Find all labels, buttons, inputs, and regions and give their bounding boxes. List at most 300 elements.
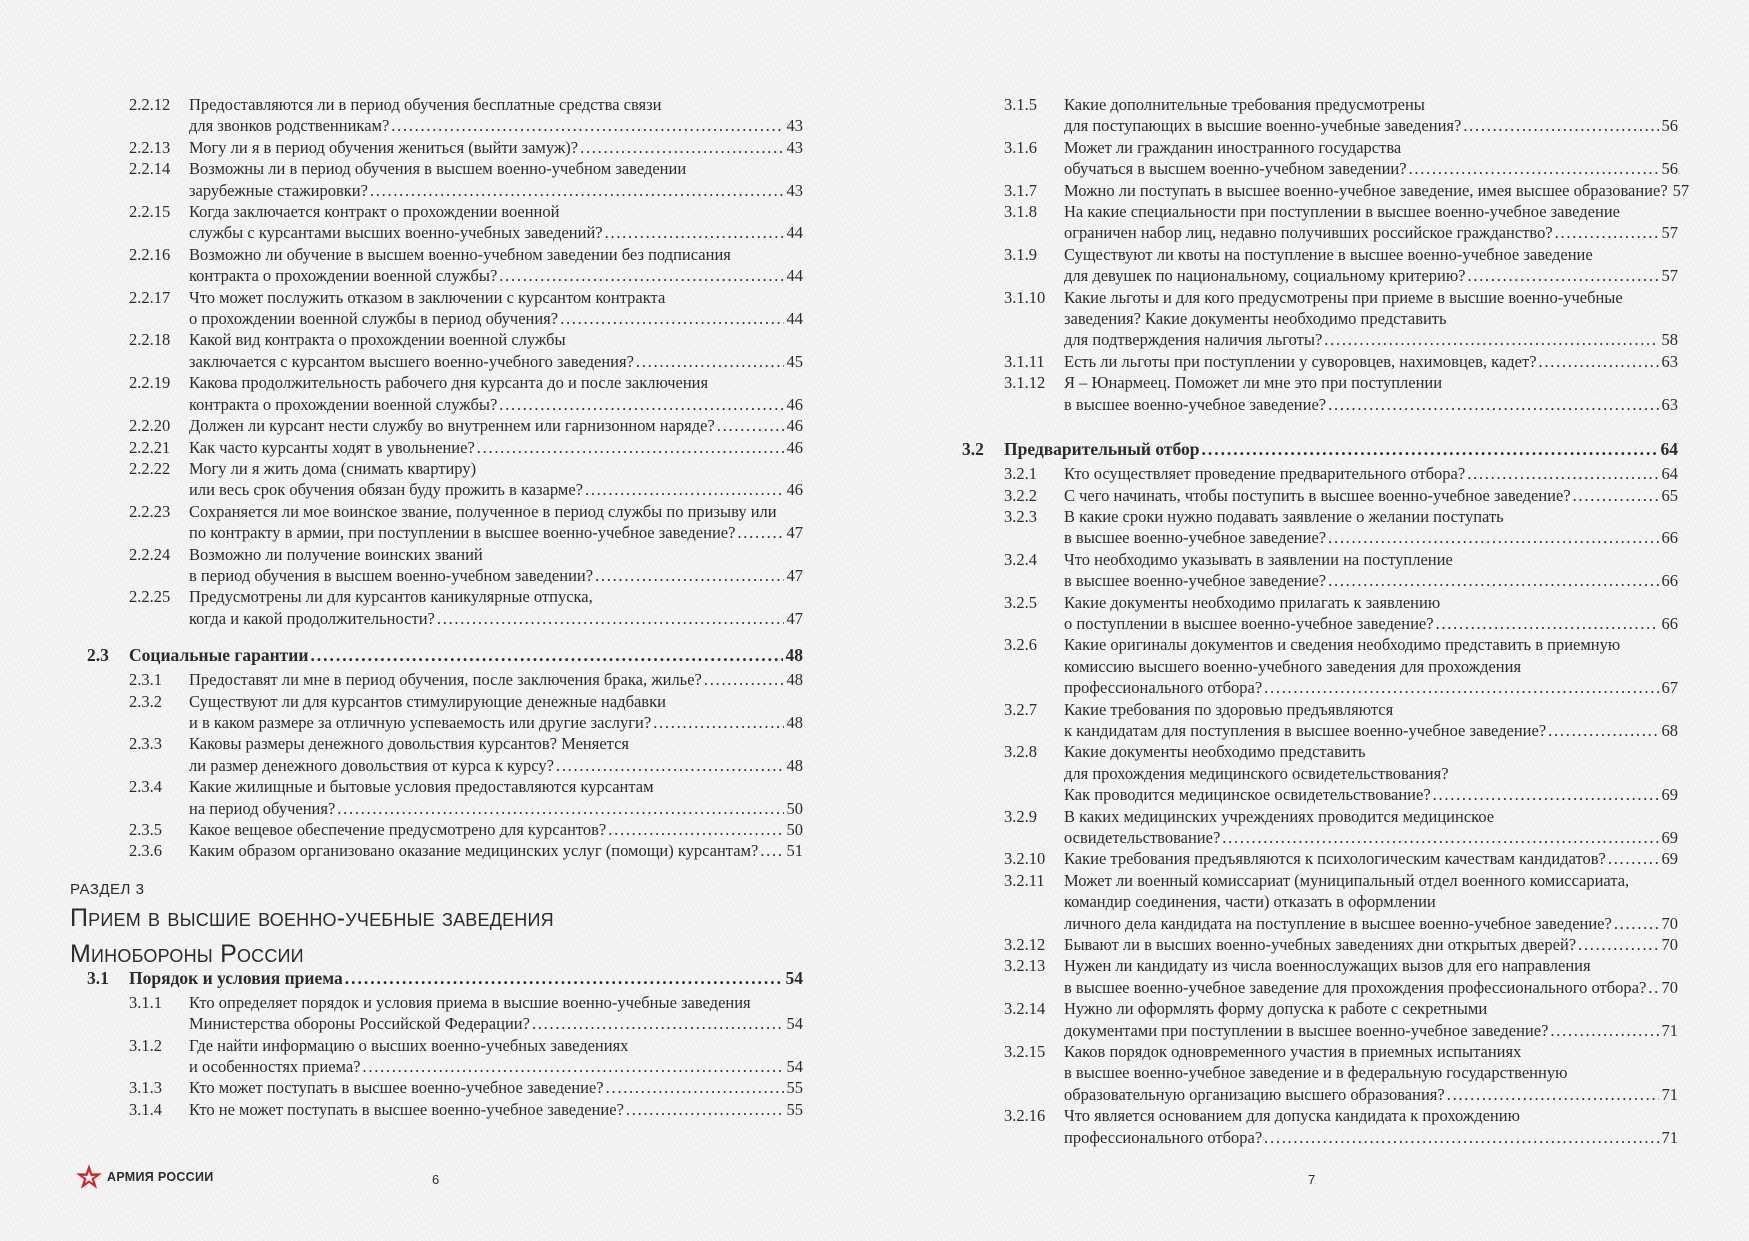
entry-number: 2.2.25 [129, 587, 171, 607]
entry-text: С чего начинать, чтобы поступить в высшее военно-учебное заведение? [1064, 485, 1571, 505]
toc-entry[interactable] [962, 351, 1678, 372]
dot-leader [717, 415, 784, 436]
entry-text: Когда заключается контракт о прохождении военной [189, 202, 560, 222]
dot-leader [605, 222, 784, 243]
dot-leader [653, 712, 783, 733]
toc-entry[interactable] [87, 329, 803, 372]
page-ref: 55 [786, 1078, 803, 1098]
entry-number: 3.2.5 [1004, 592, 1037, 612]
dot-leader [477, 437, 784, 458]
entry-number: 2.2.17 [129, 287, 171, 307]
page-ref: 50 [786, 798, 803, 818]
page-ref: 64 [1660, 439, 1678, 460]
page-ref: 46 [786, 416, 803, 436]
entry-number: 3.2.15 [1004, 1042, 1046, 1062]
toc-left-column [70, 94, 803, 1120]
entry-text: личного дела кандидата на поступление в высшее военно-учебное заведение? [1064, 913, 1612, 933]
toc-entry[interactable] [962, 180, 1690, 201]
entry-text: в высшее военно-учебное заведение? [1064, 571, 1327, 591]
toc-group-3-2 [962, 463, 1678, 1148]
toc-entry[interactable] [962, 806, 1678, 849]
page-ref: 55 [786, 1099, 803, 1119]
entry-text: обучаться в высшем военно-учебном заведении? [1064, 159, 1407, 179]
toc-group-2-2 [87, 94, 803, 629]
entry-number: 2.2.15 [129, 202, 171, 222]
toc-entry[interactable] [87, 1077, 803, 1098]
page-ref: 56 [1661, 116, 1678, 136]
entry-text: Что может послужить отказом в заключении с курсантом контракта [189, 287, 666, 307]
entry-text: Может ли военный комиссариат (муниципальный отдел военного комиссариата, [1064, 870, 1630, 890]
dot-leader [499, 394, 783, 415]
entry-number: 3.2.3 [1004, 506, 1037, 526]
toc-group-3-1-cont [962, 94, 1690, 415]
toc-entry[interactable] [87, 287, 803, 330]
army-logo [75, 1163, 214, 1191]
entry-text: Что необходимо указывать в заявлении на поступление [1064, 549, 1453, 569]
dot-leader [1550, 1020, 1658, 1041]
entry-number: 2.3.3 [129, 734, 162, 754]
dot-leader [532, 1013, 784, 1034]
page-ref: 54 [786, 1057, 803, 1077]
entry-text: для подтверждения наличия льготы? [1064, 330, 1323, 350]
dot-leader [1264, 1127, 1658, 1148]
entry-text: Возможно ли получение воинских званий [189, 544, 483, 564]
entry-number: 2.2.12 [129, 95, 171, 114]
page-ref: 56 [1661, 159, 1678, 179]
entry-text: Возможны ли в период обучения в высшем военно-учебном заведении [189, 159, 687, 179]
toc-entry[interactable] [87, 201, 803, 244]
dot-leader [1264, 677, 1658, 698]
entry-text: Какова продолжительность рабочего дня курсанта до и после заключения [189, 373, 709, 393]
page-ref: 44 [786, 309, 803, 329]
entry-text: для прохождения медицинского освидетельствования? [1064, 763, 1449, 783]
entry-text: по контракту в армии, при поступлении в высшее военно-учебное заведение? [189, 523, 736, 543]
entry-text: Какие документы необходимо прилагать к заявлению [1064, 592, 1441, 612]
entry-number: 2.2.21 [129, 437, 171, 457]
dot-leader [1614, 913, 1659, 934]
dot-leader [1648, 977, 1658, 998]
entry-number: 3.1.8 [1004, 202, 1037, 222]
entry-text: заведения? Какие документы необходимо представить [1064, 309, 1447, 329]
page-ref: 44 [786, 266, 803, 286]
entry-number: 2.3.5 [129, 820, 162, 839]
entry-text: Какие льготы и для кого предусмотрены при приеме в высшие военно-учебные [1064, 287, 1623, 307]
entry-text: Какие оригиналы документов и сведения необходимо представить в приемную [1064, 635, 1621, 655]
toc-entry[interactable] [962, 699, 1678, 742]
page-ref: 48 [786, 755, 803, 775]
toc-entry[interactable] [962, 485, 1678, 506]
dot-leader [1578, 934, 1658, 955]
dot-leader [1608, 848, 1659, 869]
entry-text: Какой вид контракта о прохождении военной службы [189, 330, 566, 350]
toc-entry[interactable] [87, 669, 803, 690]
entry-text: Могу ли я в период обучения жениться (выйти замуж)? [189, 137, 579, 157]
page-ref: 66 [1661, 571, 1678, 591]
page-ref: 69 [1661, 785, 1678, 805]
toc-entry[interactable] [962, 955, 1678, 998]
toc-entry[interactable] [962, 1105, 1678, 1148]
page-number-left: 6 [432, 1172, 440, 1187]
entry-text: в период обучения в высшем военно-учебном заведении? [189, 565, 594, 585]
toc-entry[interactable] [962, 870, 1678, 934]
toc-entry[interactable] [962, 201, 1678, 244]
entry-number: 3.1.12 [1004, 373, 1046, 393]
toc-entry[interactable] [87, 544, 803, 587]
entry-text: профессионального отбора? [1064, 1127, 1263, 1147]
entry-number: 2.2.13 [129, 137, 171, 157]
entry-number: 3.1.5 [1004, 95, 1037, 114]
toc-entry[interactable] [87, 819, 803, 840]
page-ref: 71 [1661, 1020, 1678, 1040]
toc-entry[interactable] [87, 733, 803, 776]
toc-right-column [962, 94, 1690, 1148]
entry-number: 3.1.1 [129, 992, 162, 1012]
page-ref: 57 [1661, 223, 1678, 243]
entry-number: 3.1.3 [129, 1078, 162, 1098]
page-ref: 46 [786, 480, 803, 500]
toc-entry[interactable] [962, 998, 1678, 1041]
toc-entry[interactable] [87, 137, 803, 158]
entry-text: документами при поступлении в высшее военно-учебное заведение? [1064, 1020, 1549, 1040]
page-ref: 43 [786, 116, 803, 136]
entry-text: освидетельствование? [1064, 828, 1221, 847]
entry-text: Как часто курсанты ходят в увольнение? [189, 437, 475, 457]
toc-entry[interactable] [962, 372, 1678, 415]
entry-text: На какие специальности при поступлении в высшее военно-учебное заведение [1064, 202, 1620, 222]
page-ref: 69 [1661, 828, 1678, 847]
dot-leader [1328, 394, 1658, 415]
entry-number: 3.2.8 [1004, 742, 1037, 762]
section-label: РАЗДЕЛ 3 [70, 880, 145, 898]
toc-entry[interactable] [962, 741, 1678, 805]
dot-leader [363, 1056, 784, 1077]
entry-text: Министерства обороны Российской Федерации? [189, 1014, 530, 1034]
toc-entry[interactable] [962, 287, 1678, 351]
entry-text: или весь срок обучения обязан буду прожить в казарме? [189, 480, 583, 500]
entry-number: 3.2.11 [1004, 870, 1045, 890]
page-ref: 43 [786, 137, 803, 157]
entry-number: 2.2.18 [129, 330, 171, 350]
toc-entry[interactable] [962, 1041, 1678, 1105]
entry-text: в высшее военно-учебное заведение? [1064, 394, 1327, 414]
page-ref: 57 [1661, 266, 1678, 286]
entry-text: контракта о прохождении военной службы? [189, 266, 498, 286]
entry-text: Могу ли я жить дома (снимать квартиру) [189, 458, 477, 478]
entry-number: 2.2.23 [129, 501, 171, 521]
entry-text: Должен ли курсант нести службу во внутреннем или гарнизонном наряде? [189, 416, 715, 436]
page-ref: 48 [786, 670, 803, 690]
entry-number: 3.1.2 [129, 1035, 162, 1055]
entry-text: Что является основанием для допуска кандидата к прохождению [1064, 1106, 1520, 1126]
dot-leader [499, 265, 783, 286]
page-ref: 51 [786, 841, 803, 861]
dot-leader [585, 479, 784, 500]
toc-entry[interactable] [962, 463, 1678, 484]
dot-leader [1573, 485, 1659, 506]
page-ref: 47 [786, 608, 803, 628]
entry-text: заключается с курсантом высшего военно-учебного заведения? [189, 351, 634, 371]
page-ref: 47 [786, 523, 803, 543]
subsection-number: 3.1 [87, 967, 109, 988]
page-ref: 70 [1661, 935, 1678, 955]
page-ref: 47 [786, 565, 803, 585]
dot-leader [608, 819, 783, 840]
page-ref: 54 [785, 967, 803, 988]
toc-entry[interactable] [962, 934, 1678, 955]
toc-entry[interactable] [962, 506, 1678, 549]
toc-entry[interactable] [87, 458, 803, 501]
entry-text: и в каком размере за отличную успеваемость или другие заслуги? [189, 712, 652, 732]
page-ref: 67 [1661, 678, 1678, 698]
subsection-title: Социальные гарантии [129, 645, 309, 666]
dot-leader [626, 1099, 784, 1120]
entry-text: для поступающих в высшие военно-учебные заведения? [1064, 116, 1462, 136]
entry-text: в высшее военно-учебное заведение? [1064, 528, 1327, 548]
toc-entry[interactable] [87, 840, 803, 861]
entry-number: 2.2.22 [129, 458, 171, 478]
dot-leader [704, 669, 784, 690]
entry-text: Кто не может поступать в высшее военно-учебное заведение? [189, 1099, 624, 1119]
dot-leader [737, 522, 783, 543]
page-ref: 54 [786, 1014, 803, 1034]
toc-subsection-2-3[interactable] [87, 643, 803, 667]
entry-text: Какие документы необходимо представить [1064, 742, 1366, 762]
entry-number: 2.3.2 [129, 691, 162, 711]
section-heading [70, 880, 803, 972]
entry-text: Какое вещевое обеспечение предусмотрено для курсантов? [189, 820, 607, 839]
page-ref: 69 [1661, 849, 1678, 869]
entry-text: Возможно ли обучение в высшем военно-учебном заведении без подписания [189, 244, 731, 264]
dot-leader [636, 351, 784, 372]
toc-entry[interactable] [87, 158, 803, 201]
entry-text: комиссию высшего военно-учебного заведения для прохождения [1064, 656, 1522, 676]
page-ref: 46 [786, 394, 803, 414]
page-ref: 48 [785, 645, 803, 666]
dot-leader [1548, 720, 1658, 741]
subsection-title: Предварительный отбор [1004, 439, 1200, 460]
entry-text: В каких медицинских учреждениях проводится медицинское [1064, 806, 1495, 826]
entry-number: 2.2.16 [129, 244, 171, 264]
dot-leader [1539, 351, 1659, 372]
entry-text: образовательную организацию высшего образования? [1064, 1084, 1445, 1104]
entry-text: Предусмотрены ли для курсантов каникулярные отпуска, [189, 587, 593, 607]
toc-entry[interactable] [962, 244, 1678, 287]
toc-entry[interactable] [87, 94, 803, 137]
entry-text: Каков порядок одновременного участия в приемных испытаниях [1064, 1042, 1522, 1062]
entry-number: 2.3.4 [129, 777, 162, 797]
entry-number: 3.2.12 [1004, 935, 1046, 955]
entry-text: к кандидатам для поступления в высшее военно-учебное заведение? [1064, 720, 1547, 740]
dot-leader [1468, 265, 1659, 286]
dot-leader [370, 180, 784, 201]
toc-entry[interactable] [962, 94, 1678, 137]
entry-text: контракта о прохождении военной службы? [189, 394, 498, 414]
entry-text: Может ли гражданин иностранного государства [1064, 137, 1402, 157]
page-ref: 46 [786, 437, 803, 457]
toc-entry[interactable] [962, 848, 1678, 869]
dot-leader [1555, 222, 1659, 243]
dot-leader [337, 798, 783, 819]
logo-text: АРМИЯ РОССИИ [107, 1170, 214, 1184]
toc-entry[interactable] [87, 691, 803, 734]
toc-entry[interactable] [87, 437, 803, 458]
entry-text: о прохождении военной службы в период обучения? [189, 309, 559, 329]
dot-leader [560, 308, 783, 329]
entry-number: 3.1.10 [1004, 287, 1046, 307]
entry-text: В какие сроки нужно подавать заявление о желании поступать [1064, 506, 1504, 526]
dot-leader [1433, 784, 1659, 805]
dot-leader [345, 966, 783, 990]
page-ref: 65 [1661, 485, 1678, 505]
toc-entry[interactable] [962, 634, 1678, 698]
page-ref: 71 [1661, 1127, 1678, 1147]
entry-number: 3.2.10 [1004, 849, 1046, 869]
entry-text: на период обучения? [189, 798, 336, 818]
toc-entry[interactable] [87, 992, 803, 1035]
entry-text: Я – Юнармеец. Поможет ли мне это при поступлении [1064, 373, 1443, 393]
section-title-line-2: Минобороны России [70, 939, 304, 968]
toc-entry[interactable] [87, 501, 803, 544]
dot-leader [1409, 158, 1659, 179]
page-ref: 50 [786, 820, 803, 839]
dot-leader [1202, 437, 1658, 461]
dot-leader [391, 115, 783, 136]
dot-leader [1467, 463, 1658, 484]
dot-leader [1328, 570, 1658, 591]
page-ref: 71 [1661, 1084, 1678, 1104]
entry-number: 3.1.11 [1004, 351, 1045, 371]
page-ref: 48 [786, 712, 803, 732]
toc-entry[interactable] [87, 415, 803, 436]
subsection-number: 3.2 [962, 439, 984, 460]
entry-text: в высшее военно-учебное заведение и в федеральную государственную [1064, 1063, 1568, 1083]
entry-text: Какие требования предъявляются к психологическим качествам кандидатов? [1064, 849, 1606, 869]
entry-text: когда и какой продолжительности? [189, 608, 435, 628]
entry-text: Какие жилищные и бытовые условия предоставляются курсантам [189, 777, 654, 797]
entry-number: 3.2.7 [1004, 699, 1037, 719]
entry-text: Кто определяет порядок и условия приема в высшие военно-учебные заведения [189, 992, 751, 1012]
entry-text: Существуют ли квоты на поступление в высшее военно-учебное заведение [1064, 244, 1593, 264]
dot-leader [556, 755, 784, 776]
dot-leader [580, 137, 783, 158]
entry-text: Какие требования по здоровью предъявляются [1064, 699, 1394, 719]
entry-text: в высшее военно-учебное заведение для прохождения профессионального отбора? [1064, 977, 1647, 997]
page-ref: 45 [786, 351, 803, 371]
toc-subsection-3-1[interactable] [87, 966, 803, 990]
entry-text: для звонков родственникам? [189, 116, 390, 136]
entry-text: Кто осуществляет проведение предварительного отбора? [1064, 464, 1466, 484]
toc-entry[interactable] [962, 549, 1678, 592]
entry-text: и особенностях приема? [189, 1057, 361, 1077]
entry-text: Бывают ли в высших военно-учебных заведениях дни открытых дверей? [1064, 935, 1577, 955]
entry-number: 3.1.4 [129, 1099, 162, 1119]
entry-number: 3.1.7 [1004, 180, 1037, 200]
entry-text: Предоставят ли мне в период обучения, после заключения брака, жилье? [189, 670, 702, 690]
entry-text: службы с курсантами высших военно-учебных заведений? [189, 223, 603, 243]
page-ref: 43 [786, 180, 803, 200]
page-ref: 66 [1661, 613, 1678, 633]
subsection-number: 2.3 [87, 645, 109, 666]
entry-number: 2.3.1 [129, 670, 162, 690]
entry-text: профессионального отбора? [1064, 678, 1263, 698]
entry-text: Какие дополнительные требования предусмотрены [1064, 95, 1425, 114]
entry-text: ли размер денежного довольствия от курса к курсу? [189, 755, 554, 775]
page-ref: 63 [1661, 351, 1678, 371]
toc-entry[interactable] [87, 586, 803, 629]
dot-leader [1447, 1084, 1659, 1105]
entry-number: 3.2.2 [1004, 485, 1037, 505]
entry-text: Нужно ли оформлять форму допуска к работе с секретными [1064, 999, 1488, 1019]
dot-leader [1324, 329, 1658, 350]
entry-text: Где найти информацию о высших военно-учебных заведениях [189, 1035, 629, 1055]
dot-leader [1436, 613, 1659, 634]
dot-leader [1328, 527, 1658, 548]
entry-text: Существуют ли для курсантов стимулирующие денежные надбавки [189, 691, 666, 711]
entry-text: Кто может поступать в высшее военно-учебное заведение? [189, 1078, 604, 1098]
toc-entry[interactable] [962, 137, 1678, 180]
dot-leader [437, 608, 784, 629]
dot-leader [1463, 115, 1658, 136]
entry-text: зарубежные стажировки? [189, 180, 368, 200]
entry-text: Каким образом организовано оказание медицинских услуг (помощи) курсантам? [189, 841, 759, 861]
entry-number: 2.2.24 [129, 544, 171, 564]
entry-text: Нужен ли кандидату из числа военнослужащих вызов для его направления [1064, 956, 1591, 976]
toc-entry[interactable] [87, 1035, 803, 1078]
entry-number: 3.2.1 [1004, 464, 1037, 484]
toc-entry[interactable] [87, 1099, 803, 1120]
page-ref: 66 [1661, 528, 1678, 548]
entry-number: 3.2.6 [1004, 635, 1037, 655]
toc-entry[interactable] [962, 592, 1678, 635]
dot-leader [595, 565, 783, 586]
entry-number: 2.2.14 [129, 159, 171, 179]
entry-text: Как проводится медицинское освидетельствование? [1064, 785, 1431, 805]
entry-text: о поступлении в высшее военно-учебное заведение? [1064, 613, 1434, 633]
page-ref: 58 [1661, 330, 1678, 350]
entry-number: 3.2.9 [1004, 806, 1037, 826]
dot-leader [1222, 827, 1658, 848]
subsection-title: Порядок и условия приема [129, 967, 343, 988]
toc-subsection-3-2[interactable] [962, 437, 1678, 461]
section-title-line-1: Прием в высшие военно-учебные заведения [70, 903, 554, 932]
dot-leader [606, 1077, 784, 1098]
page-ref: 63 [1661, 394, 1678, 414]
toc-entry[interactable] [87, 244, 803, 287]
page-number-right: 7 [1308, 1172, 1316, 1187]
entry-number: 3.2.14 [1004, 999, 1046, 1019]
entry-text: Каковы размеры денежного довольствия курсантов? Меняется [189, 734, 629, 754]
entry-text: Есть ли льготы при поступлении у суворовцев, нахимовцев, кадет? [1064, 351, 1537, 371]
page-ref: 64 [1661, 464, 1678, 484]
entry-number: 2.2.20 [129, 416, 171, 436]
toc-group-3-1 [87, 992, 803, 1120]
entry-number: 3.1.9 [1004, 244, 1037, 264]
page-ref: 68 [1661, 720, 1678, 740]
entry-number: 3.2.16 [1004, 1106, 1046, 1126]
entry-text: Сохраняется ли мое воинское звание, полученное в период службы по призыву или [189, 501, 777, 521]
entry-number: 3.2.13 [1004, 956, 1046, 976]
entry-text: командир соединения, части) отказать в оформлении [1064, 892, 1436, 912]
page-ref: 70 [1661, 913, 1678, 933]
dot-leader [760, 840, 783, 861]
entry-text: Можно ли поступать в высшее военно-учебное заведение, имея высшее образование? [1064, 180, 1668, 200]
entry-number: 2.2.19 [129, 373, 171, 393]
entry-number: 3.2.4 [1004, 549, 1037, 569]
toc-entry[interactable] [87, 372, 803, 415]
entry-text: для девушек по национальному, социальному критерию? [1064, 266, 1466, 286]
red-star-icon [75, 1163, 103, 1191]
toc-entry[interactable] [87, 776, 803, 819]
